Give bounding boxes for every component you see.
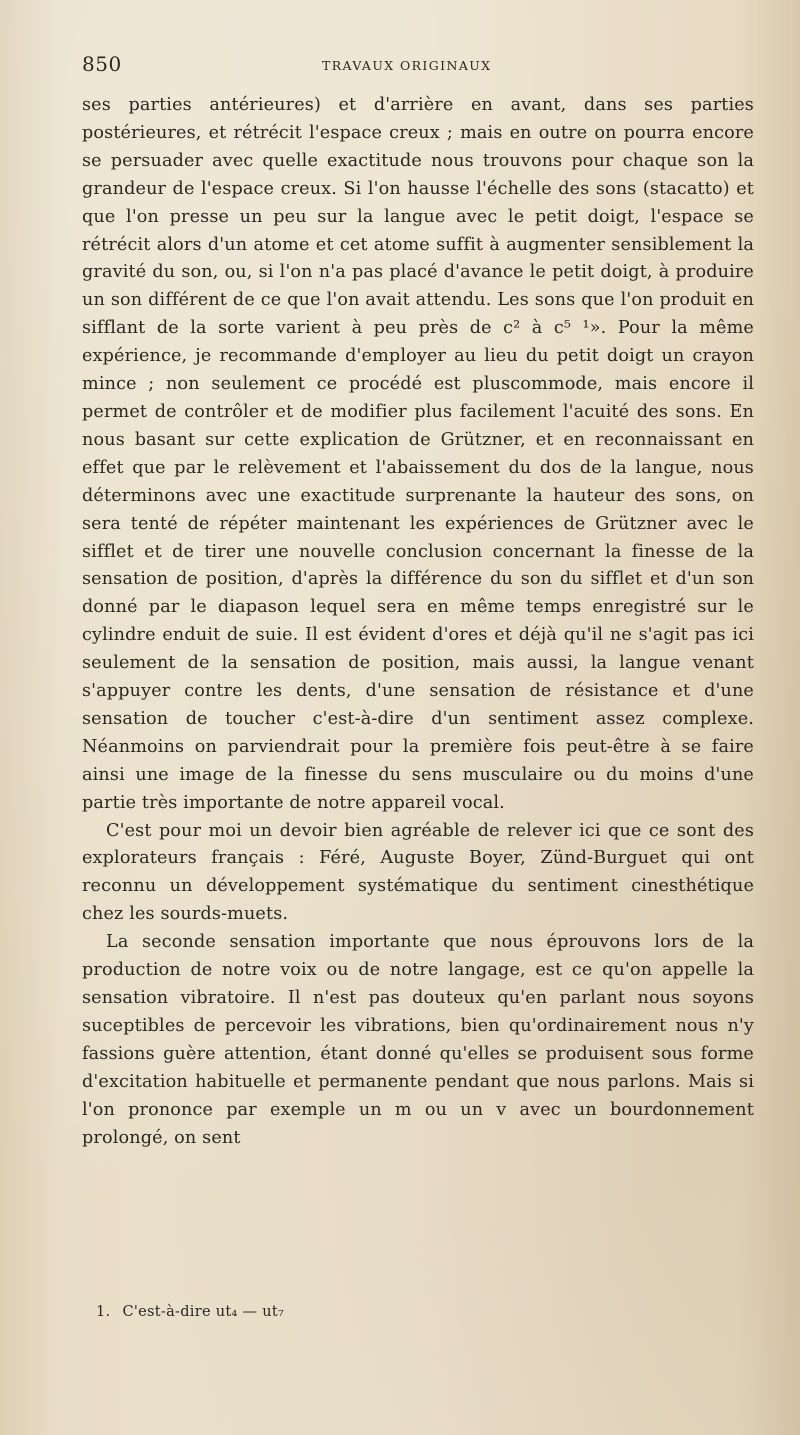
page-header [82,52,754,76]
paragraph-continued: ses parties antérieures) et d'arrière en avant, dans ses parties postérieures, et rétrécit l'espace creux ; mais en outre on pourra encore se persuader avec quelle exactitude nous trouvons pour chaque son la grandeur de l'espace creux. Si l'on hausse l'échelle des sons (stacatto) et que l'on presse un peu sur la langue avec le petit doigt, l'espace se rétrécit alors d'un atome et cet atome suffit à augmenter sensiblement la gravité du son, ou, si l'on n'a pas placé d'avance le petit doigt, à produire un son différent de ce que l'on avait attendu. Les sons que l'on produit en sifflant de la sorte varient à peu près de c² à c⁵ ¹». Pour la même expérience, je recommande d'employer au lieu du petit doigt un crayon mince ; non seulement ce procédé est pluscommode, mais encore il permet de contrôler et de modifier plus facilement l'acuité des sons. En nous basant sur cette explication de Grützner, et en reconnaissant en effet que par le relèvement et l'abaissement du dos de la langue, nous déterminons avec une exactitude surprenante la hauteur des sons, on sera tenté de répéter maintenant les expériences de Grützner avec le sifflet et de tirer une nouvelle conclusion concernant la finesse de la sensation de position, d'après la différence du son du sifflet et d'un son donné par le diapason lequel sera en même temps enregistré sur le cylindre enduit de suie. Il est évident d'ores et déjà qu'il ne s'agit pas ici seulement de la sensation de position, mais aussi, la langue venant s'appuyer contre les dents, d'une sensation de résistance et d'une sensation de toucher c'est-à-dire d'un sentiment assez complexe. Néanmoins on parviendrait pour la première fois peut-être à se faire ainsi une image de la finesse du sens musculaire ou du moins d'une partie très importante de notre appareil vocal. [82,95,754,813]
footnote-marker: 1. [96,1304,111,1320]
body-text [82,92,754,1152]
paragraph-vibratory-sensation: La seconde sensation importante que nous éprouvons lors de la production de notre voix ou de notre langage, est ce qu'on appelle la sensation vibratoire. Il n'est pas douteux qu'en parlant nous soyons suceptibles de percevoir les vibrations, bien qu'ordinairement nous n'y fassions guère attention, étant donné qu'elles se produisent sous forme d'excitation habituelle et permanente pendant que nous parlons. Mais si l'on prononce par exemple un m ou un v avec un bourdonnement prolongé, on sent [82,932,754,1148]
running-head: TRAVAUX ORIGINAUX [322,58,492,73]
paragraph-french-explorers: C'est pour moi un devoir bien agréable de relever ici que ce sont des explorateurs français : Féré, Auguste Boyer, Zünd-Burguet qui ont reconnu un développement systématique du sentiment cinesthétique chez les sourds-muets. [82,820,754,925]
footnote-text: C'est-à-dire ut₄ — ut₇ [122,1304,285,1320]
footnote [96,1304,284,1320]
page-number: 850 [82,52,122,76]
